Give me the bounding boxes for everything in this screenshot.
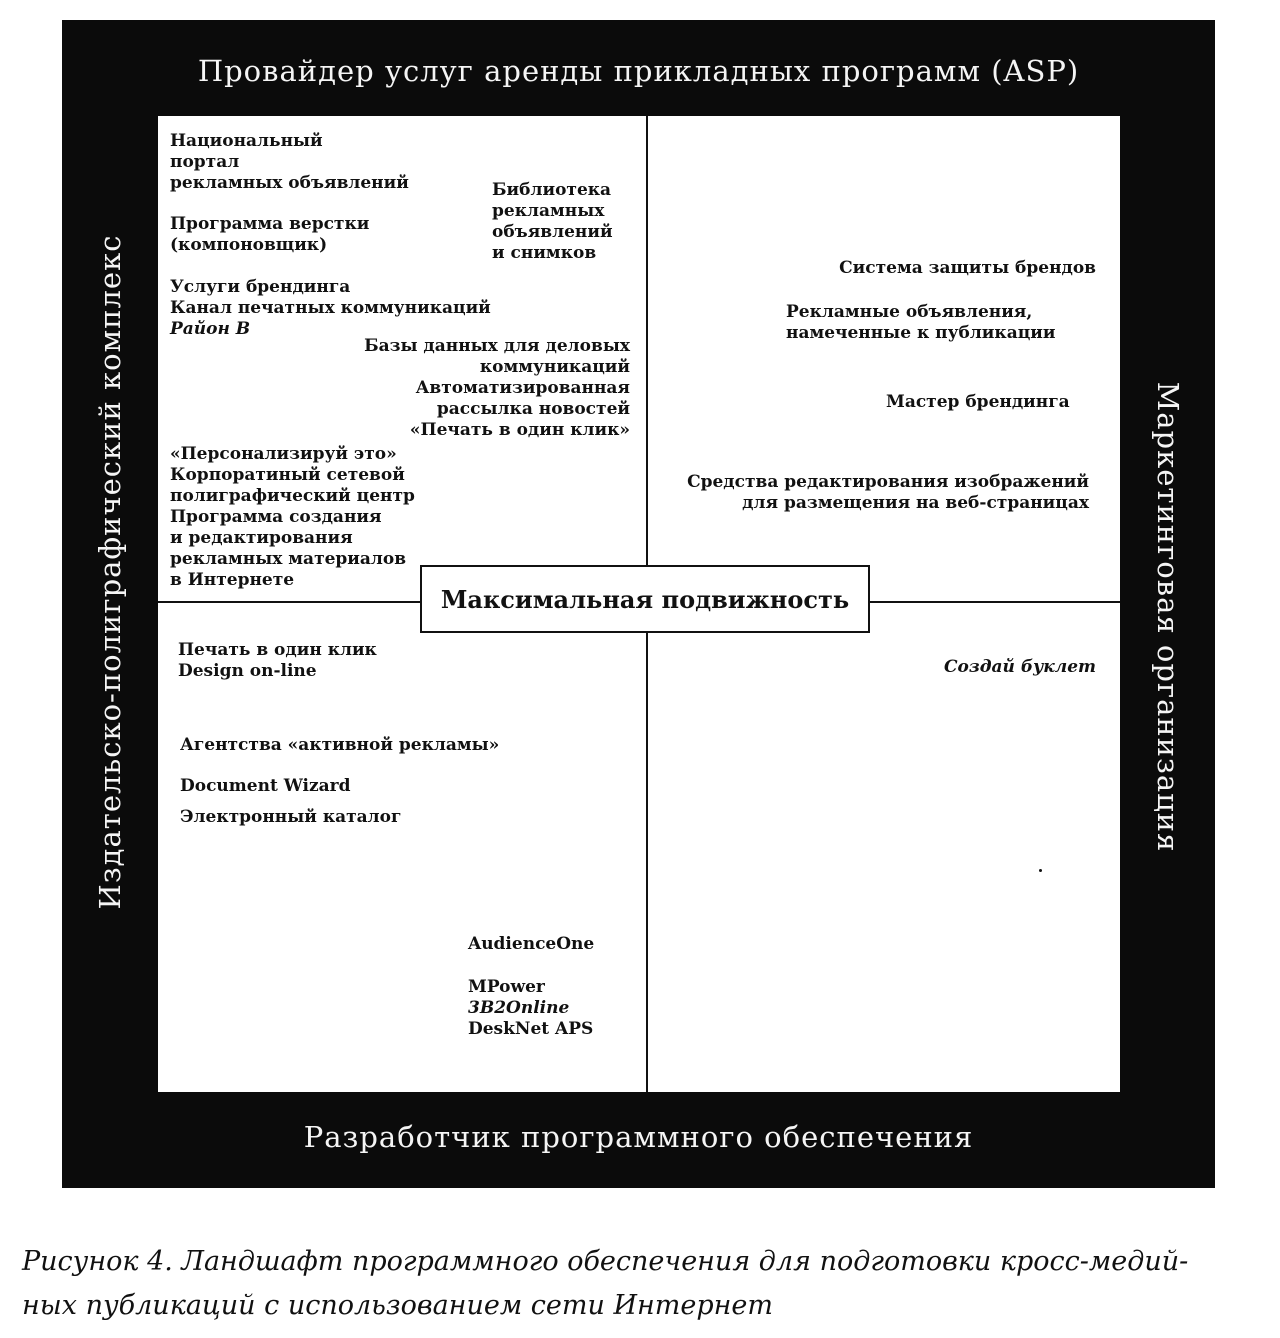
layout-program-item — [170, 214, 369, 256]
one-click-item — [178, 640, 377, 682]
line: Услуги брендинга — [170, 277, 351, 297]
branding-services-item — [170, 277, 491, 340]
scheduled-ads-item — [786, 302, 1056, 344]
catalog-item: Электронный каталог — [180, 807, 402, 827]
line: полиграфический центр — [170, 486, 415, 506]
national-portal-item — [170, 131, 409, 194]
stray-dot — [1039, 869, 1042, 872]
line: Design on-line — [178, 661, 317, 681]
left-side-label: Издательско-полиграфический комплекс — [93, 234, 127, 910]
line: «Персонализируй это» — [170, 444, 397, 464]
line: намеченные к публикации — [786, 323, 1056, 343]
ad-library-item — [492, 180, 613, 264]
image-tools-item — [680, 472, 1089, 514]
line: Канал печатных коммуникаций — [170, 298, 491, 318]
line: Базы данных для деловых — [364, 336, 630, 356]
center-label: Максимальная подвижность — [420, 565, 870, 633]
line: 3B2Online — [468, 998, 570, 1018]
bottom-side-label: Разработчик программного обеспечения — [303, 1120, 974, 1154]
line: Национальный — [170, 131, 323, 151]
line: DeskNet APS — [468, 1019, 594, 1039]
line: Программа создания — [170, 507, 382, 527]
figure-caption — [22, 1240, 1262, 1328]
agencies-item: Агентства «активной рекламы» — [180, 735, 500, 755]
line: Печать в один клик — [178, 640, 377, 660]
line: Район В — [170, 319, 251, 339]
line: объявлений — [492, 222, 613, 242]
line: Библиотека — [492, 180, 612, 200]
branding-master-item: Мастер брендинга — [886, 392, 1070, 412]
line: Программа верстки — [170, 214, 370, 234]
business-databases-item — [360, 336, 630, 441]
personalize-item — [170, 444, 415, 591]
line: рекламных материалов — [170, 549, 407, 569]
line: рекламных объявлений — [170, 173, 409, 193]
line: и редактирования — [170, 528, 353, 548]
line: «Печать в один клик» — [409, 420, 630, 440]
line: Рекламные объявления, — [786, 302, 1033, 322]
line: MPower — [468, 977, 545, 997]
top-side-label: Провайдер услуг аренды прикладных программ (ASP) — [197, 54, 1080, 88]
booklet-item: Создай буклет — [944, 657, 1097, 677]
line: коммуникаций — [479, 357, 630, 377]
line: рекламных — [492, 201, 605, 221]
brand-protection-item: Система защиты брендов — [839, 258, 1096, 278]
products-item — [468, 977, 593, 1040]
line: для размещения на веб-страницах — [742, 493, 1089, 513]
right-side-label: Маркетинговая организация — [1151, 381, 1185, 853]
line: (компоновщик) — [170, 235, 328, 255]
line: Автоматизированная — [415, 378, 630, 398]
caption-line: ных публикаций с использованием сети Интернет — [22, 1290, 774, 1321]
line: в Интернете — [170, 570, 295, 590]
line: рассылка новостей — [436, 399, 630, 419]
line: Средства редактирования изображений — [687, 472, 1089, 492]
line: портал — [170, 152, 240, 172]
document-wizard-item: Document Wizard — [180, 776, 351, 796]
audience-one-item: AudienceOne — [468, 934, 595, 954]
caption-line: Рисунок 4. Ландшафт программного обеспечения для подготовки кросс-медий- — [22, 1246, 1189, 1277]
line: Корпоратиный сетевой — [170, 465, 405, 485]
line: и снимков — [492, 243, 597, 263]
